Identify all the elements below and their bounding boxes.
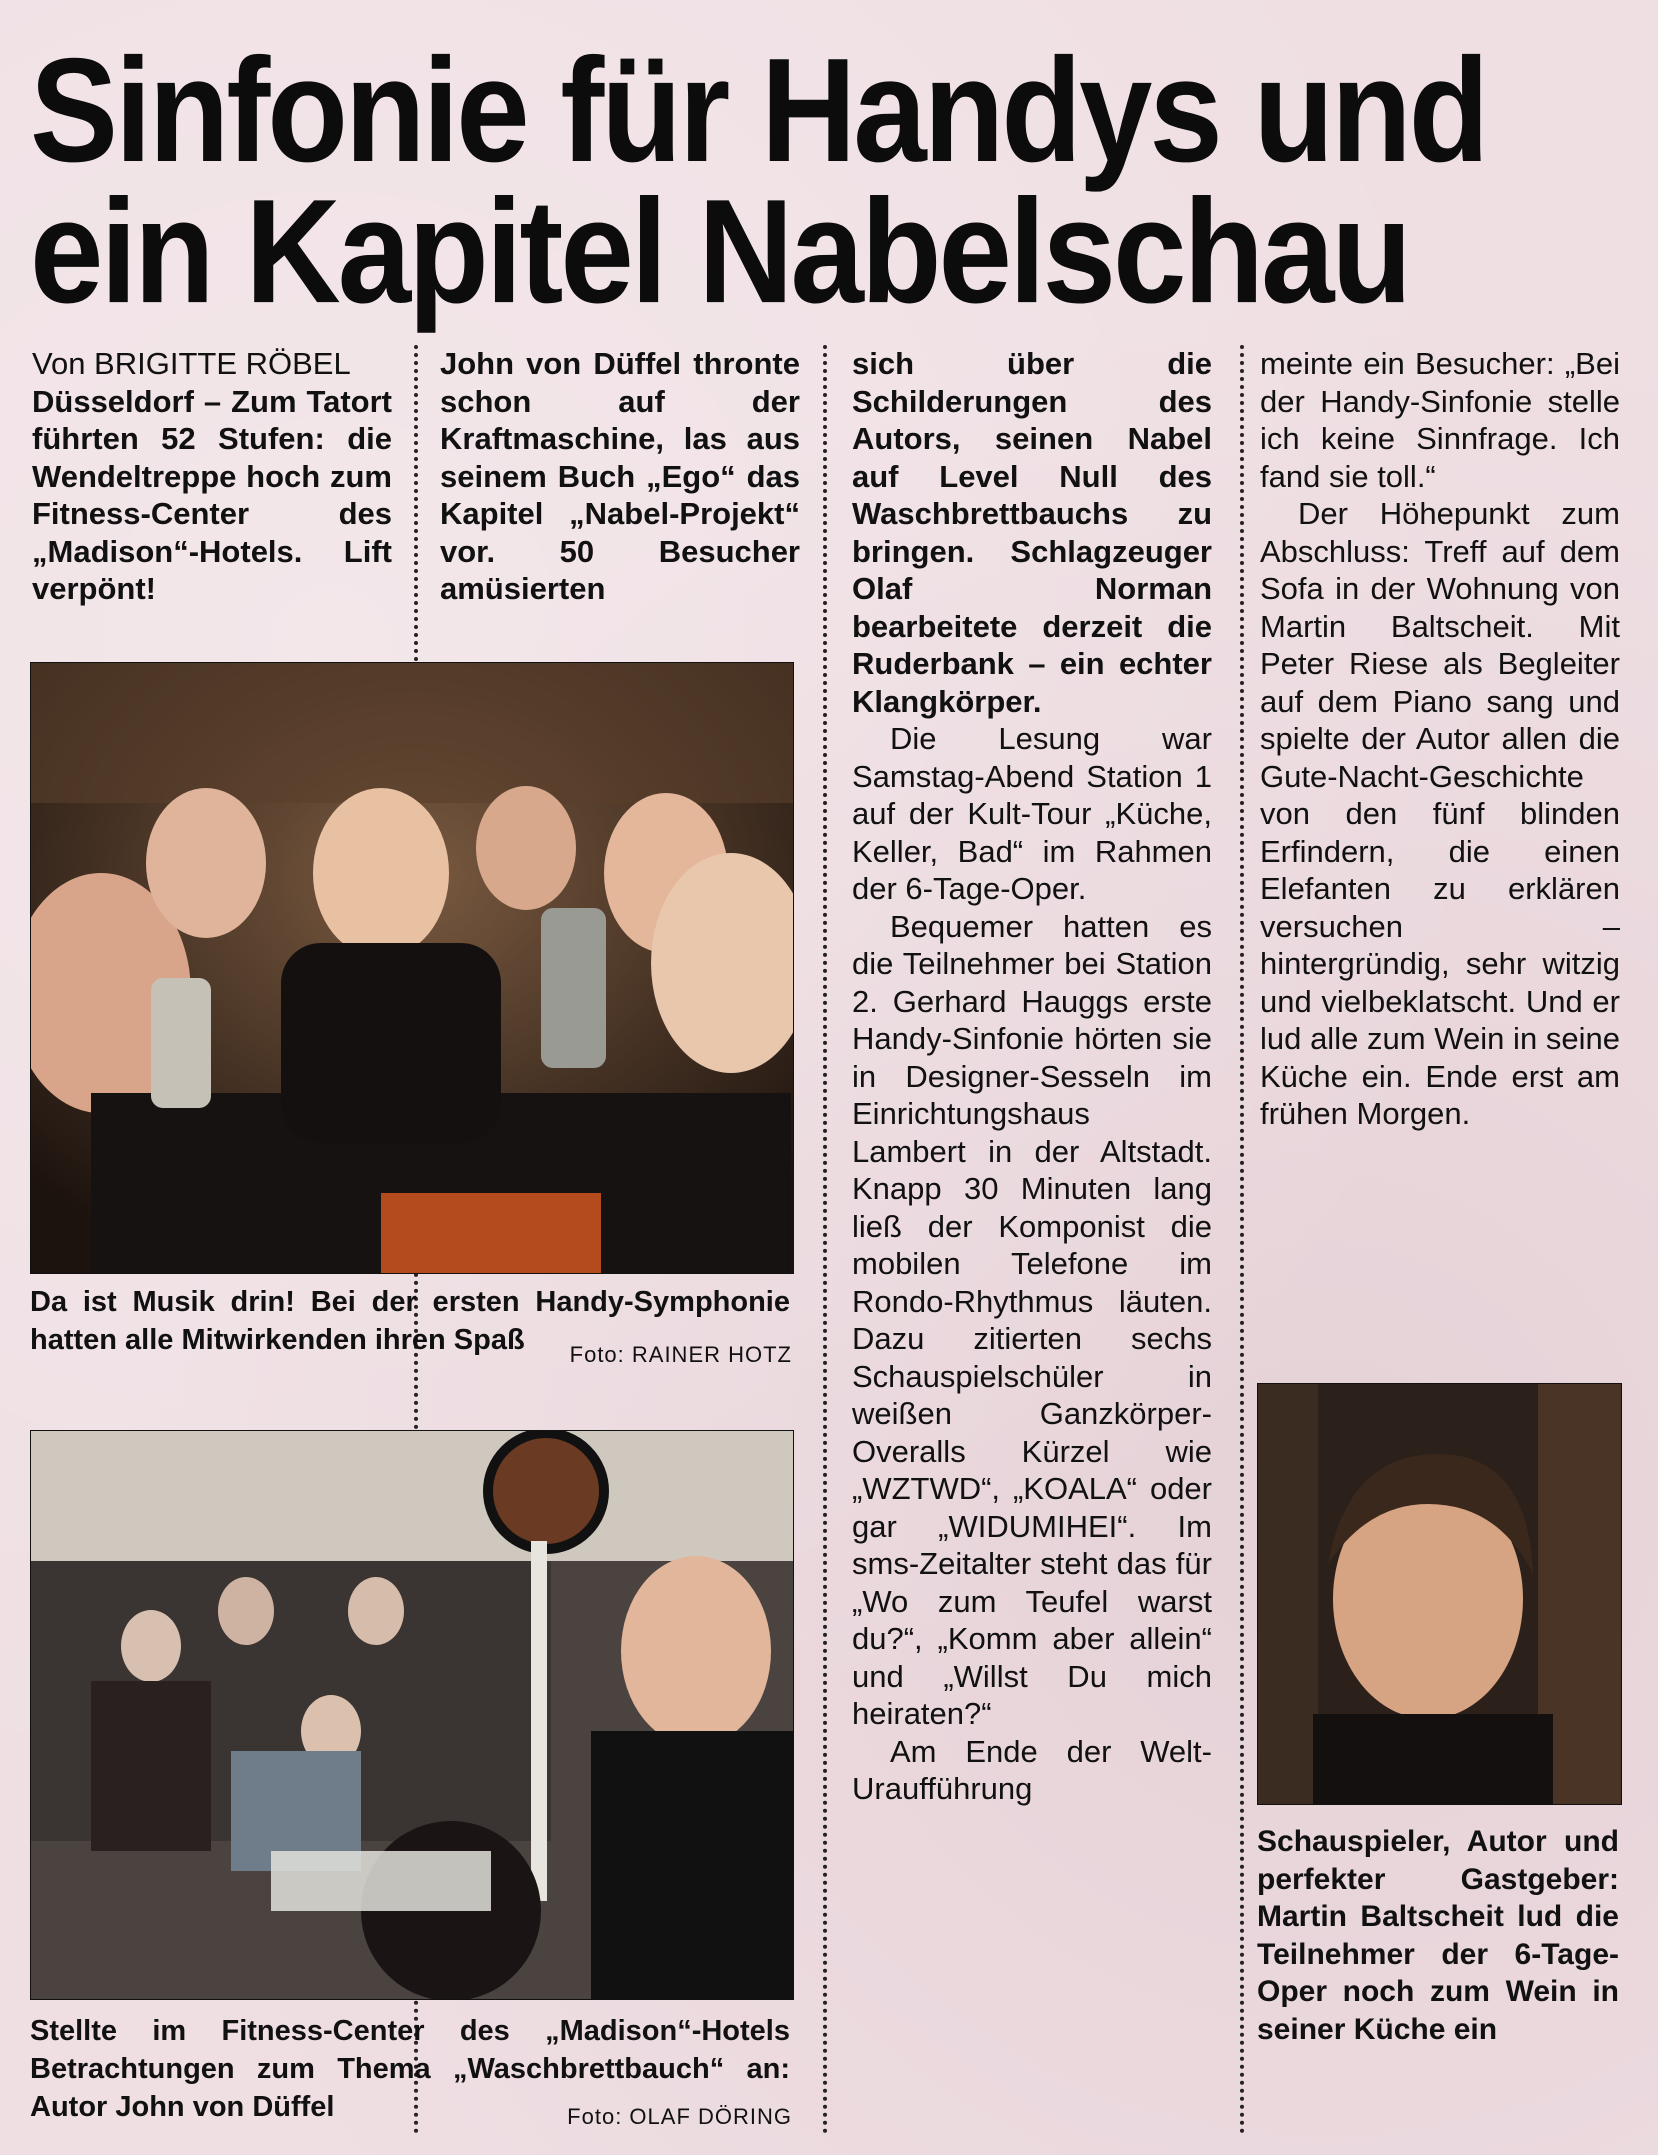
- photo-martin-baltscheit-image: [1258, 1384, 1621, 1804]
- column-4-text: [1260, 345, 1620, 1133]
- column-2-text: [440, 345, 800, 608]
- photo-fitness-center-image: [31, 1431, 793, 1999]
- photo-handy-symphony-credit: Foto: RAINER HOTZ: [569, 1342, 792, 1367]
- photo-fitness-center-credit: Foto: OLAF DÖRING: [567, 2104, 792, 2129]
- column-2-paragraph: John von Düffel thronte schon auf der Kraftmaschine, las aus seinem Buch „Ego“ das Kapitel „Nabel-Projekt“ vor. 50 Besucher amüsierten: [440, 346, 800, 606]
- photo-handy-symphony-caption: Da ist Musik drin! Bei der ersten Handy-Symphonie hatten alle Mitwirkenden ihren Spaß: [30, 1286, 790, 1356]
- column-3-paragraph-1: Die Lesung war Samstag-Abend Station 1 auf der Kult-Tour „Küche, Keller, Bad“ im Rahmen der 6-Tage-Oper.: [852, 721, 1212, 906]
- headline-line-1: Sinfonie für Handys und: [30, 27, 1487, 193]
- column-separator: [1240, 345, 1244, 2135]
- column-separator: [823, 345, 827, 2135]
- column-3-text: [852, 345, 1212, 1808]
- photo-fitness-center-caption: Stellte im Fitness-Center des „Madison“-Hotels Betrachtungen zum Thema „Waschbrettbauch“ an: Autor John von Düffel: [30, 2015, 790, 2123]
- column-3-paragraph-2: Bequemer hatten es die Teilnehmer bei Station 2. Gerhard Hauggs erste Handy-Sinfonie hörten sie in Designer-Sesseln im Einrichtungshaus Lambert in der Altstadt. Knapp 30 Minuten lang ließ der Komponist die mobilen Telefone im Rondo-Rhythmus läuten. Dazu zitierten sechs Schauspielschüler in weißen Ganzkörper-Overalls Kürzel wie „WZTWD“, „KOALA“ oder gar „WIDUMIHEI“. Im sms-Zeitalter steht das für „Wo zum Teufel warst du?“, „Komm aber allein“ und „Willst Du mich heiraten?“: [852, 908, 1212, 1731]
- column-3-bold-paragraph: sich über die Schilderungen des Autors, seinen Nabel auf Level Null des Waschbrettbauchs zu bringen. Schlagzeuger Olaf Norman bearbeitete derzeit die Ruderbank – ein echter Klangkörper.: [852, 346, 1212, 719]
- photo-fitness-center: [30, 1430, 794, 2000]
- photo-martin-baltscheit-caption: Schauspieler, Autor und perfekter Gastgeber: Martin Baltscheit lud die Teilnehmer der 6-Tage-Oper noch zum Wein in seiner Küche ein: [1257, 1825, 1619, 2046]
- column-3-paragraph-3: Am Ende der Welt-Uraufführung: [852, 1733, 1212, 1806]
- column-1-text: [32, 345, 392, 608]
- column-4-paragraph-1: meinte ein Besucher: „Bei der Handy-Sinfonie stelle ich keine Sinnfrage. Ich fand sie toll.“: [1260, 346, 1620, 494]
- photo-handy-symphony: [30, 662, 794, 1274]
- photo-handy-symphony-image: [31, 663, 793, 1273]
- column-4-paragraph-2: Der Höhepunkt zum Abschluss: Treff auf dem Sofa in der Wohnung von Martin Baltscheit. Mit Peter Riese als Begleiter auf dem Piano sang und spielte der Autor allen die Gute-Nacht-Geschichte von den fünf blinden Erfindern, die einen Elefanten zu erklären versuchen – hintergründig, sehr witzig und vielbeklatscht. Und er lud alle zum Wein in seine Küche ein. Ende erst am frühen Morgen.: [1260, 496, 1620, 1131]
- headline: [30, 27, 1630, 334]
- lead-paragraph: Düsseldorf – Zum Tatort führten 52 Stufen: die Wendeltreppe hoch zum Fitness-Center des „Madison“-Hotels. Lift verpönt!: [32, 383, 392, 606]
- photo-martin-baltscheit: [1257, 1383, 1622, 1805]
- headline-line-2: ein Kapitel Nabelschau: [30, 168, 1410, 334]
- byline: Von BRIGITTE RÖBEL: [32, 346, 351, 381]
